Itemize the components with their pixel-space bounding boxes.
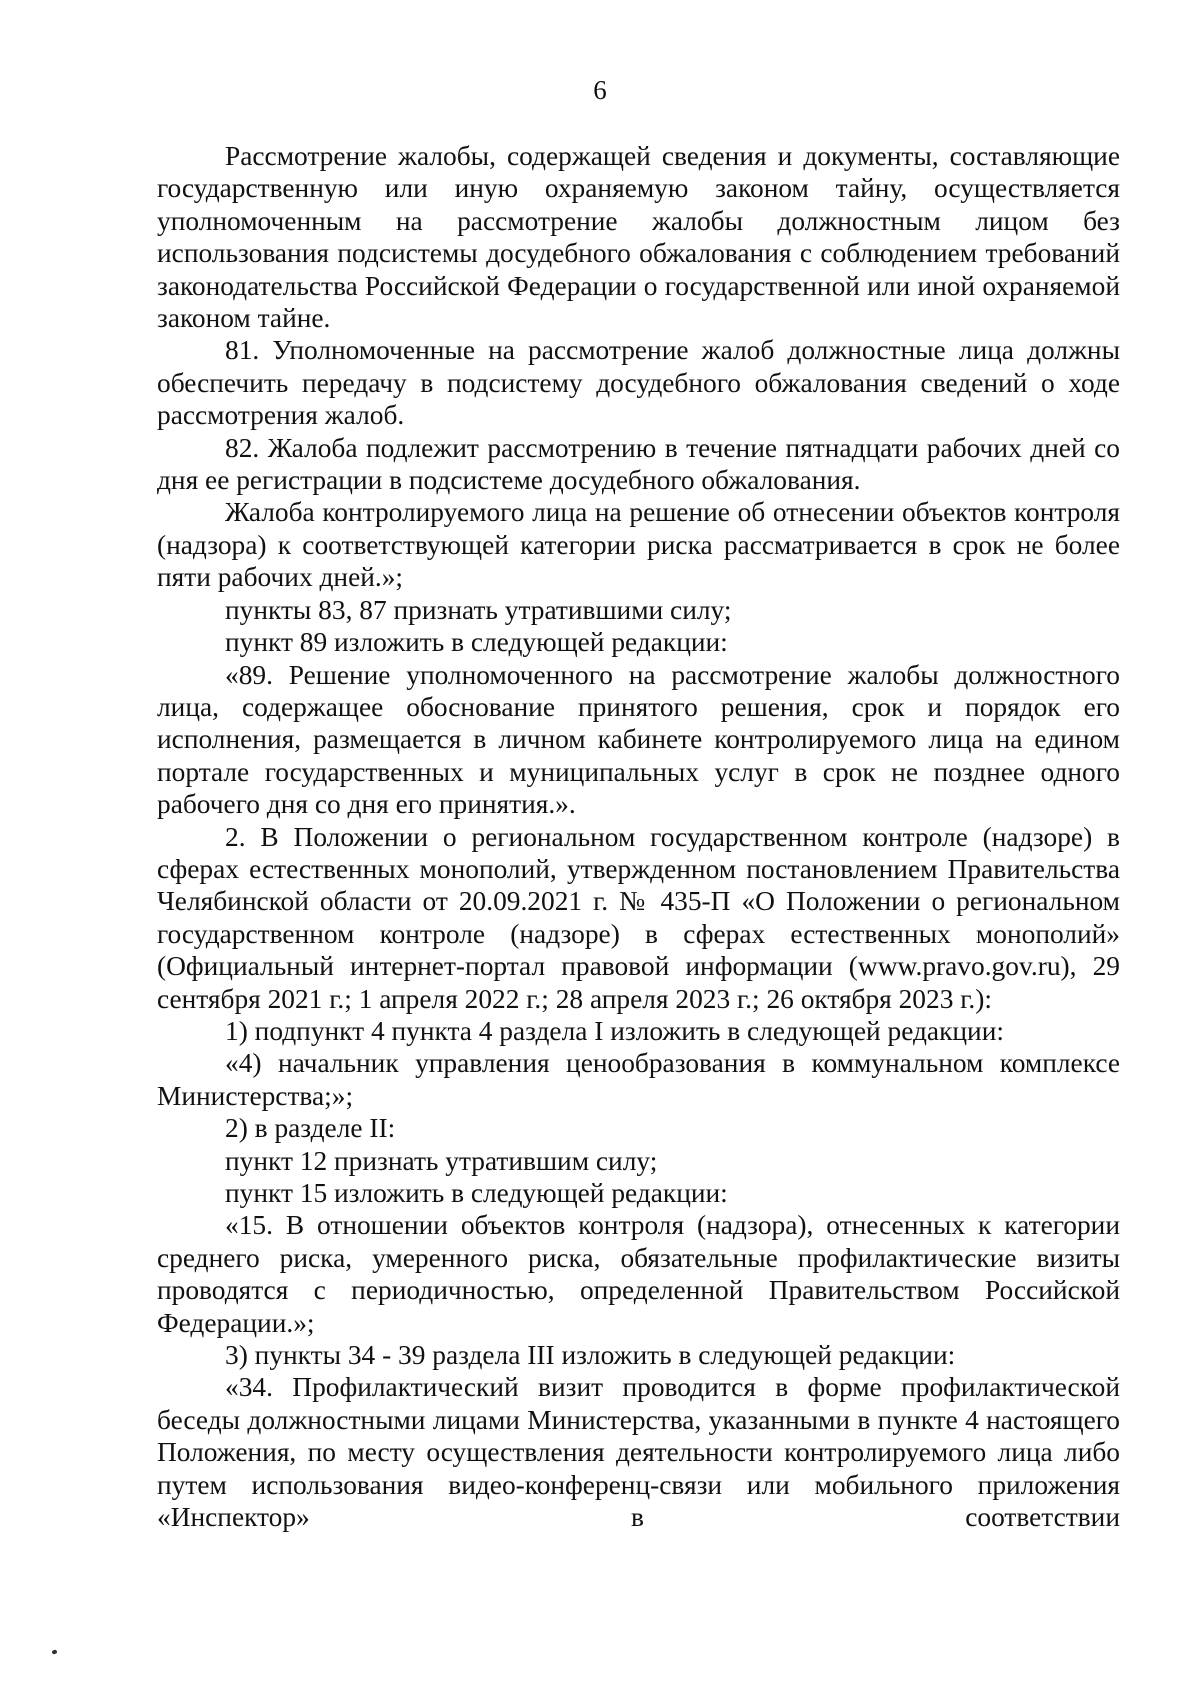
paragraph-subitem-1: 1) подпункт 4 пункта 4 раздела I изложить в следующей редакции: [225, 1015, 1004, 1046]
scan-speck [51, 1649, 57, 1654]
paragraph-section-2-regulation: 2. В Положении о региональном государственном контроле (надзоре) в сферах естественных монополий, утвержденном постановлением Правительства Челябинской области от 20.09.2021 г. № 435-П «О Положении о региональном государственном контроле (надзоре) в сферах естественных монополий» (Официальный интернет-портал правовой информации (www.pravo.gov.ru), 29 сентября 2021 г.; 1 апреля 2022 г.; 28 апреля 2023 г.; 26 октября 2023 г.): [157, 821, 1120, 1014]
paragraph-item-82: 82. Жалоба подлежит рассмотрению в течение пятнадцати рабочих дней со дня ее регистрации в подсистеме досудебного обжалования. [157, 432, 1120, 496]
page-number: 6 [593, 75, 607, 105]
paragraph-item-12-void: пункт 12 признать утратившим силу; [225, 1145, 658, 1176]
paragraph-item-15-text: «15. В отношении объектов контроля (надзора), отнесенных к категории среднего риска, умеренного риска, обязательные профилактические визиты проводятся с периодичностью, определенной Правительством Российской Федерации.»; [157, 1210, 1120, 1338]
paragraph-state-secret-review: Рассмотрение жалобы, содержащей сведения и документы, составляющие государственную или иную охраняемую законом тайну, осуществляется уполномоченным на рассмотрение жалобы должностным лицом без использования подсистемы досудебного обжалования с соблюдением требований законодательства Российской Федерации о государственной или иной охраняемой законом тайне. [157, 141, 1120, 334]
paragraph-item-15-amend: пункт 15 изложить в следующей редакции: [225, 1178, 728, 1208]
paragraph-subitem-4-text: «4) начальник управления ценообразования в коммунальном комплексе Министерства;»; [157, 1048, 1120, 1111]
paragraph-subitem-2: 2) в разделе II: [225, 1113, 396, 1144]
paragraph-items-83-87-void: пункты 83, 87 признать утратившими силу; [225, 594, 732, 625]
paragraph-item-81: 81. Уполномоченные на рассмотрение жалоб должностные лица должны обеспечить передачу в подсистему досудебного обжалования сведений о ходе рассмотрения жалоб. [157, 335, 1120, 431]
paragraph-item-89-text: «89. Решение уполномоченного на рассмотрение жалобы должностного лица, содержащее обоснование принятого решения, срок и порядок его исполнения, размещается в личном кабинете контролируемого лица на едином портале государственных и муниципальных услуг в срок не позднее одного рабочего дня со дня его принятия.». [157, 659, 1120, 820]
paragraph-subitem-3: 3) пункты 34 - 39 раздела III изложить в следующей редакции: [225, 1340, 956, 1371]
document-body [157, 140, 1120, 1533]
paragraph-item-89-amend: пункт 89 изложить в следующей редакции: [225, 627, 728, 658]
paragraph-item-34-text: «34. Профилактический визит проводится в форме профилактической беседы должностными лицами Министерства, указанными в пункте 4 настоящего Положения, по месту осуществления деятельности контролируемого лица либо путем использования видео-конференц-связи или мобильного приложения «Инспектор» в соответствии [157, 1372, 1120, 1533]
paragraph-risk-category-complaint: Жалоба контролируемого лица на решение об отнесении объектов контроля (надзора) к соответствующей категории риска рассматривается в срок не более пяти рабочих дней.»; [157, 497, 1120, 593]
